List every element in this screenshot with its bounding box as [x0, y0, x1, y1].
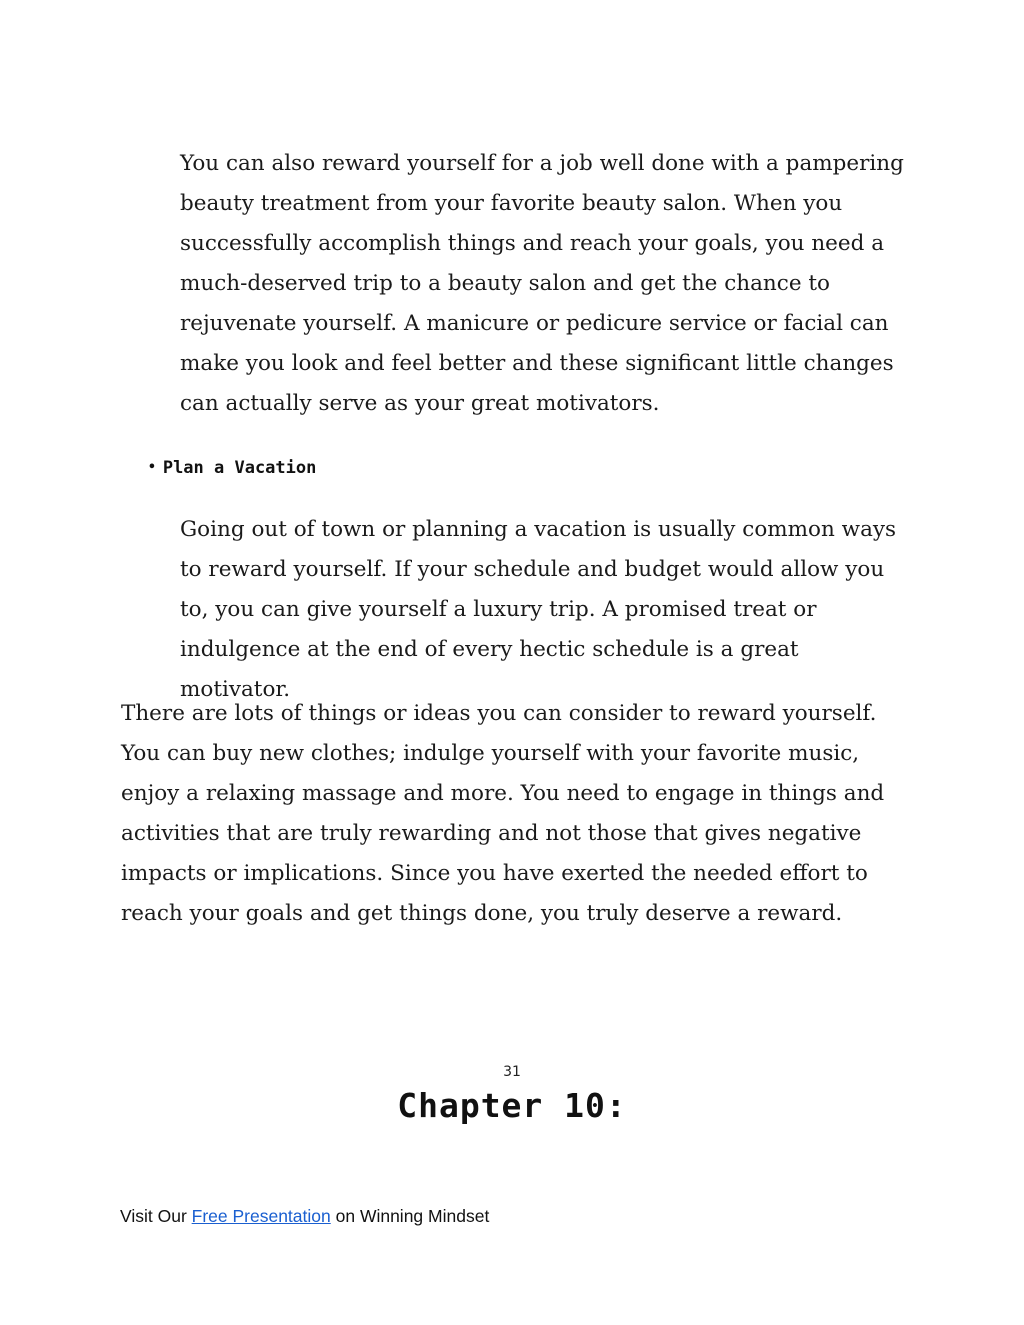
page-number: 31 — [503, 1064, 521, 1080]
paragraph-summary: There are lots of things or ideas you can consider to reward yourself. You can buy new clothes; indulge yourself with your favorite music, enjoy a relaxing massage and more. You need to engage in things and activities that are truly rewarding and not those that gives negative impacts or implications. Since you have exerted the needed effort to reach your goals and get things done, you truly deserve a reward. — [121, 701, 885, 926]
bullet-heading: Plan a Vacation — [162, 458, 317, 478]
chapter-heading: Chapter 10: — [397, 1086, 627, 1125]
footer-prefix: Visit Our — [120, 1206, 192, 1226]
footer-suffix: on Winning Mindset — [330, 1206, 490, 1226]
free-presentation-link[interactable]: Free Presentation — [191, 1206, 331, 1226]
footer — [120, 1206, 489, 1227]
paragraph-vacation: Going out of town or planning a vacation is usually common ways to reward yourself. If your schedule and budget would allow you to, you can give yourself a luxury trip. A promised treat or indulgence at the end of every hectic schedule is a great motivator. — [180, 517, 897, 702]
bullet-icon: • — [148, 460, 156, 475]
bullet-item-plan-a-vacation — [148, 458, 316, 478]
paragraph-beauty-salon: You can also reward yourself for a job well done with a pampering beauty treatment from your favorite beauty salon. When you successfully accomplish things and reach your goals, you need a much-deserved trip to a beauty salon and get the chance to rejuvenate yourself. A manicure or pedicure service or facial can make you look and feel better and these significant little changes can actually serve as your great motivators. — [180, 151, 904, 416]
